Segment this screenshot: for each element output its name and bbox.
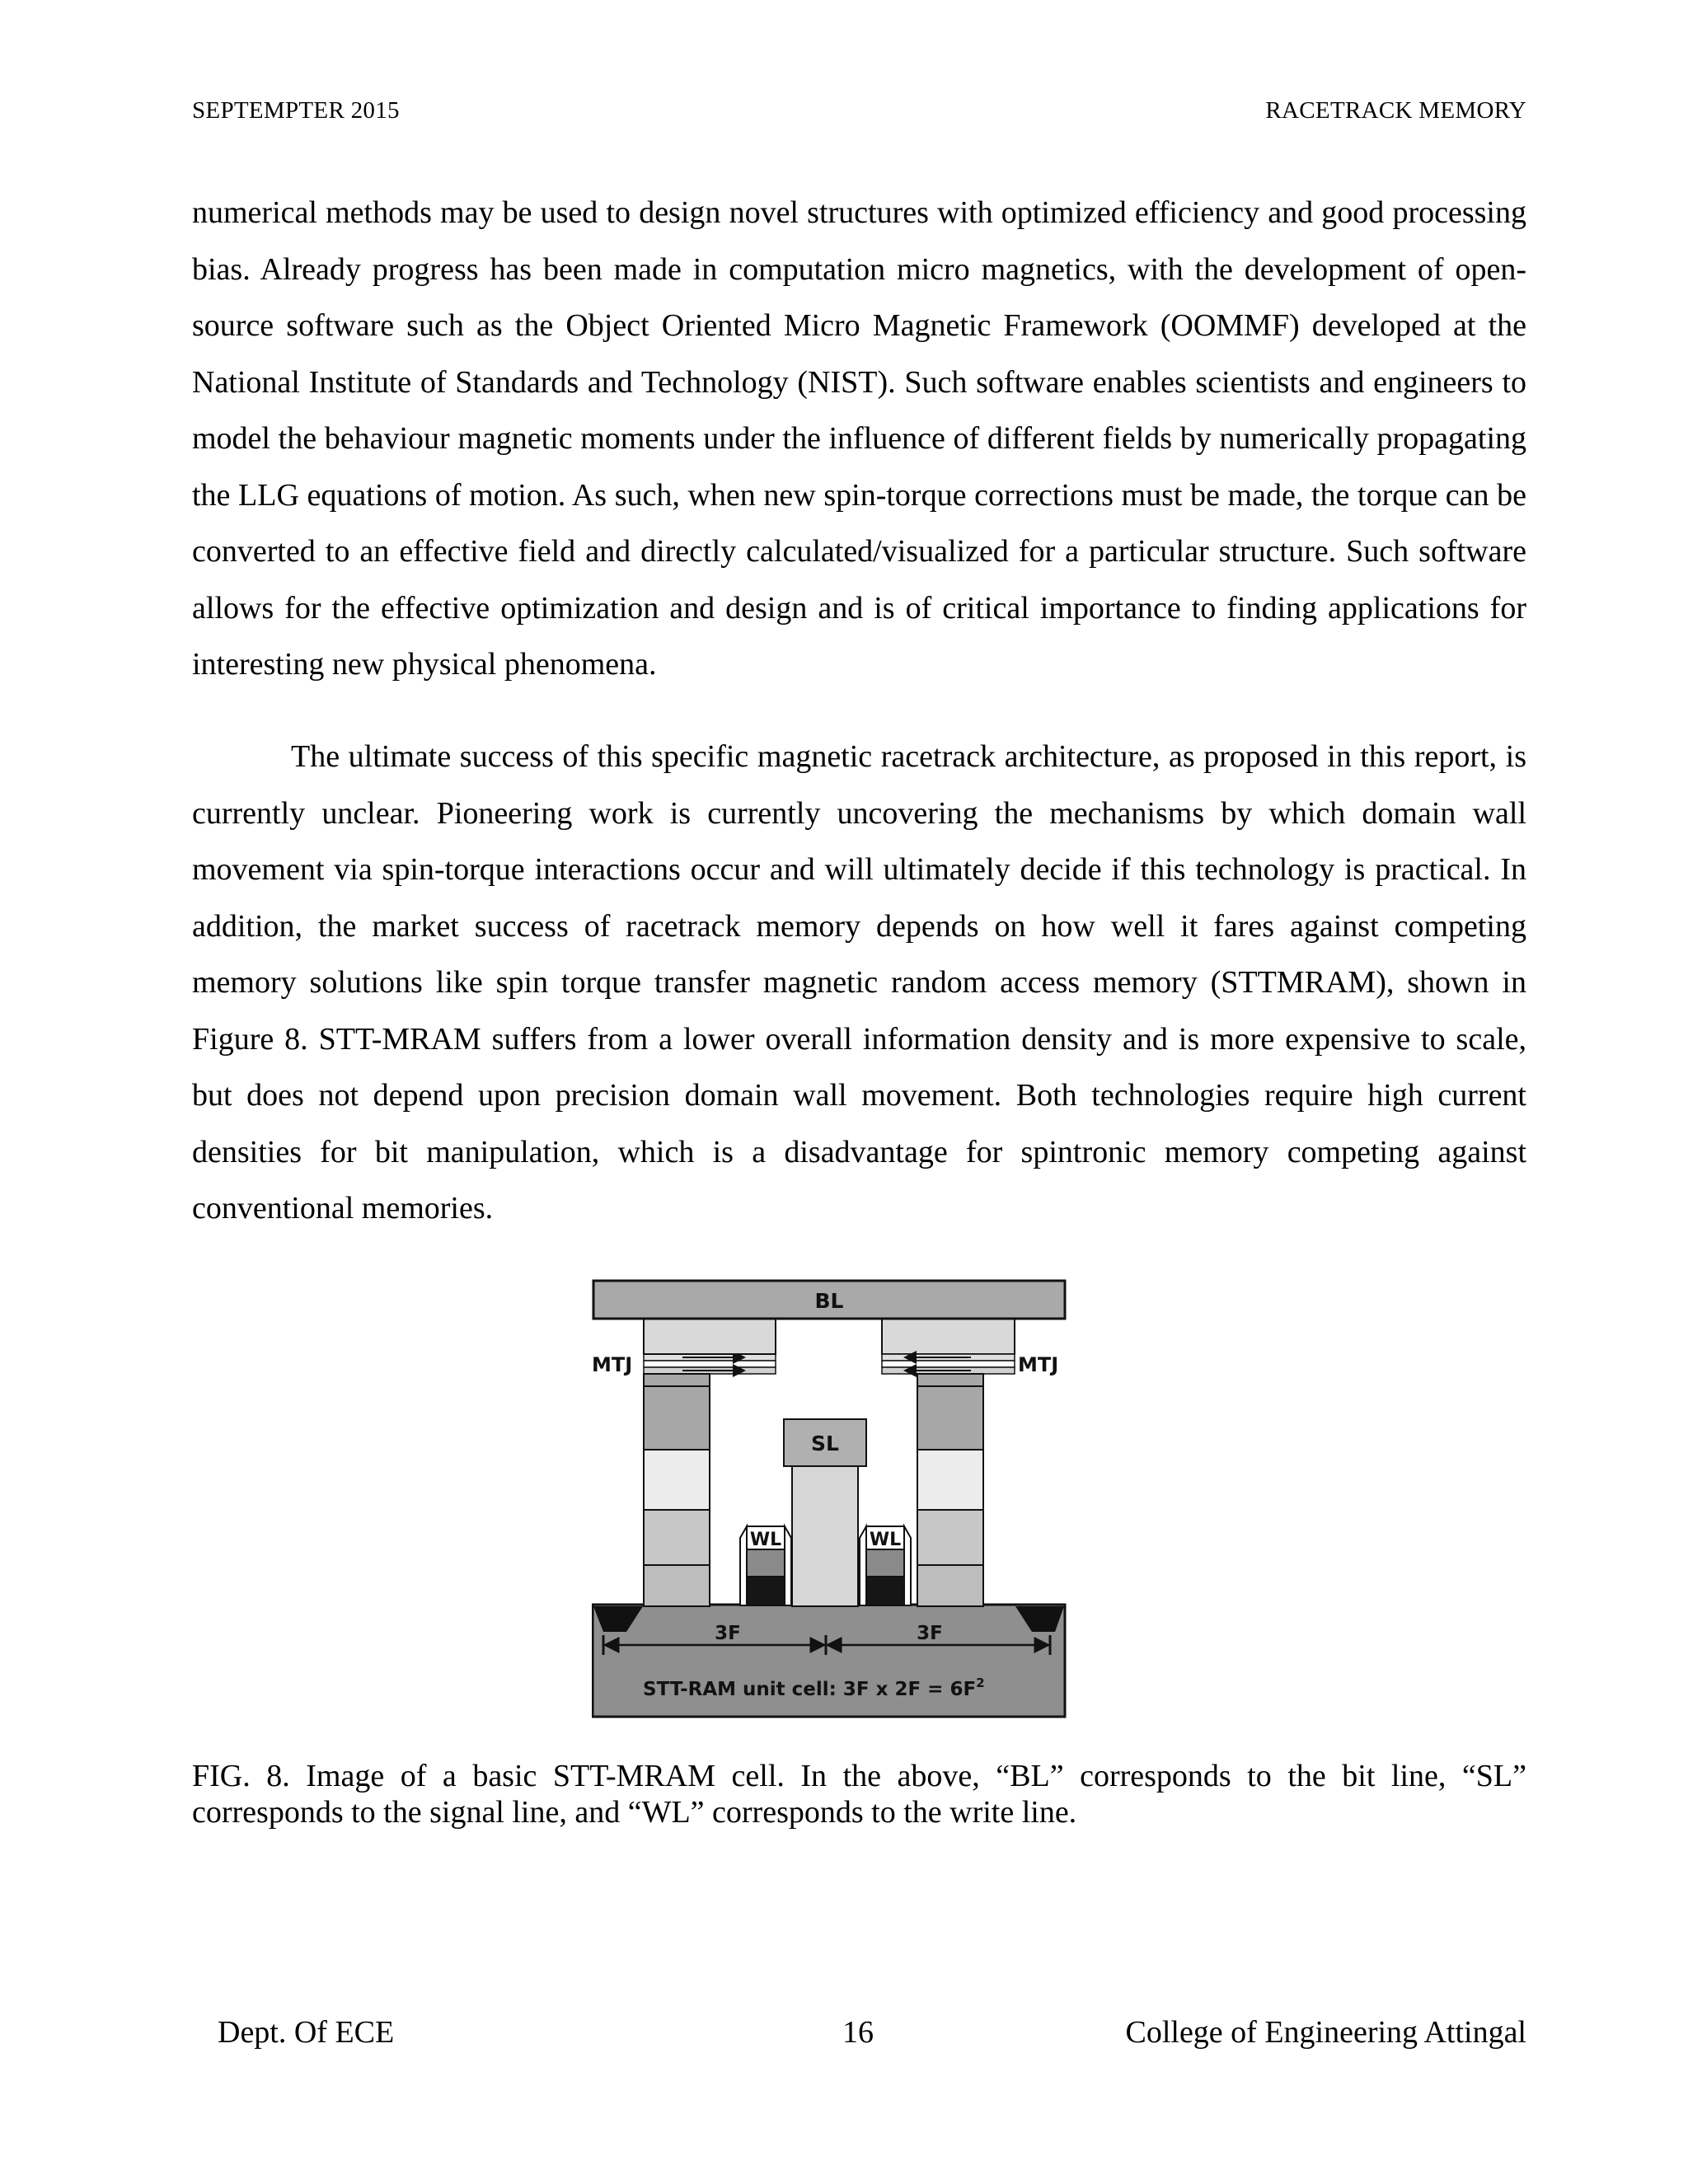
label-signal-line: SL [811, 1432, 839, 1455]
label-unit-cell [643, 1675, 985, 1700]
running-header-date: SEPTEMPTER 2015 [192, 97, 400, 124]
label-unit-cell-exponent: 2 [976, 1675, 985, 1690]
label-unit-cell-text: STT-RAM unit cell: 3F x 2F = 6F [643, 1679, 977, 1700]
footer-college: College of Engineering Attingal [1125, 2015, 1526, 2050]
body-paragraph-2: The ultimate success of this specific magnetic racetrack architecture, as proposed in this report, is currently unclear. Pioneering work is currently uncovering the mechanisms by which domain wall movement via spin-torque interactions occur and will ultimately decide if this technology is practical. In addition, the market success of racetrack memory depends on how well it fares against competing memory solutions like spin torque transfer magnetic random access memory (STTMRAM), shown in Figure 8. STT-MRAM suffers from a lower overall information density and is more expensive to scale, but does not depend upon precision domain wall movement. Both technologies require high current densities for bit manipulation, which is a disadvantage for spintronic memory competing against conventional memories. [192, 739, 1526, 1226]
label-bit-line: BL [814, 1289, 844, 1313]
label-dimension-right: 3F [917, 1623, 943, 1644]
footer-department: Dept. Of ECE [218, 2015, 395, 2050]
label-dimension-left: 3F [715, 1623, 741, 1644]
figure-caption: FIG. 8. Image of a basic STT-MRAM cell. In the above, “BL” corresponds to the bit line, “SL” corresponds to the signal line, and “WL” corresponds to the write line. [192, 1759, 1526, 1830]
running-header-title: RACETRACK MEMORY [1265, 97, 1526, 124]
mtj-top-right [882, 1319, 1015, 1354]
mtj-base-right [917, 1374, 983, 1386]
label-mtj-left: MTJ [592, 1353, 633, 1376]
mtj-base-left [644, 1374, 710, 1386]
mtj-layer-right [882, 1354, 1015, 1374]
mtj-top-left [644, 1319, 776, 1354]
label-write-line-left: WL [749, 1530, 782, 1550]
label-mtj-right: MTJ [1018, 1353, 1059, 1376]
stt-mram-cell-figure [592, 1279, 1067, 1718]
label-write-line-right: WL [869, 1530, 902, 1550]
mtj-layer-left [644, 1354, 776, 1374]
body-paragraph-1: numerical methods may be used to design novel structures with optimized efficiency and good processing bias. Already progress has been made in computation micro magnetics, with the development of open-source software such as the Object Oriented Micro Magnetic Framework (OOMMF) developed at the National Institute of Standards and Technology (NIST). Such software enables scientists and engineers to model the behaviour magnetic moments under the influence of different fields by numerically propagating the LLG equations of motion. As such, when new spin-torque corrections must be made, the torque can be converted to an effective field and directly calculated/visualized for a particular structure. Such software allows for the effective optimization and design and is of critical importance to finding applications for interesting new physical phenomena. [192, 195, 1526, 682]
page-number: 16 [842, 2015, 874, 2050]
stt-mram-diagram [592, 1279, 1067, 1718]
